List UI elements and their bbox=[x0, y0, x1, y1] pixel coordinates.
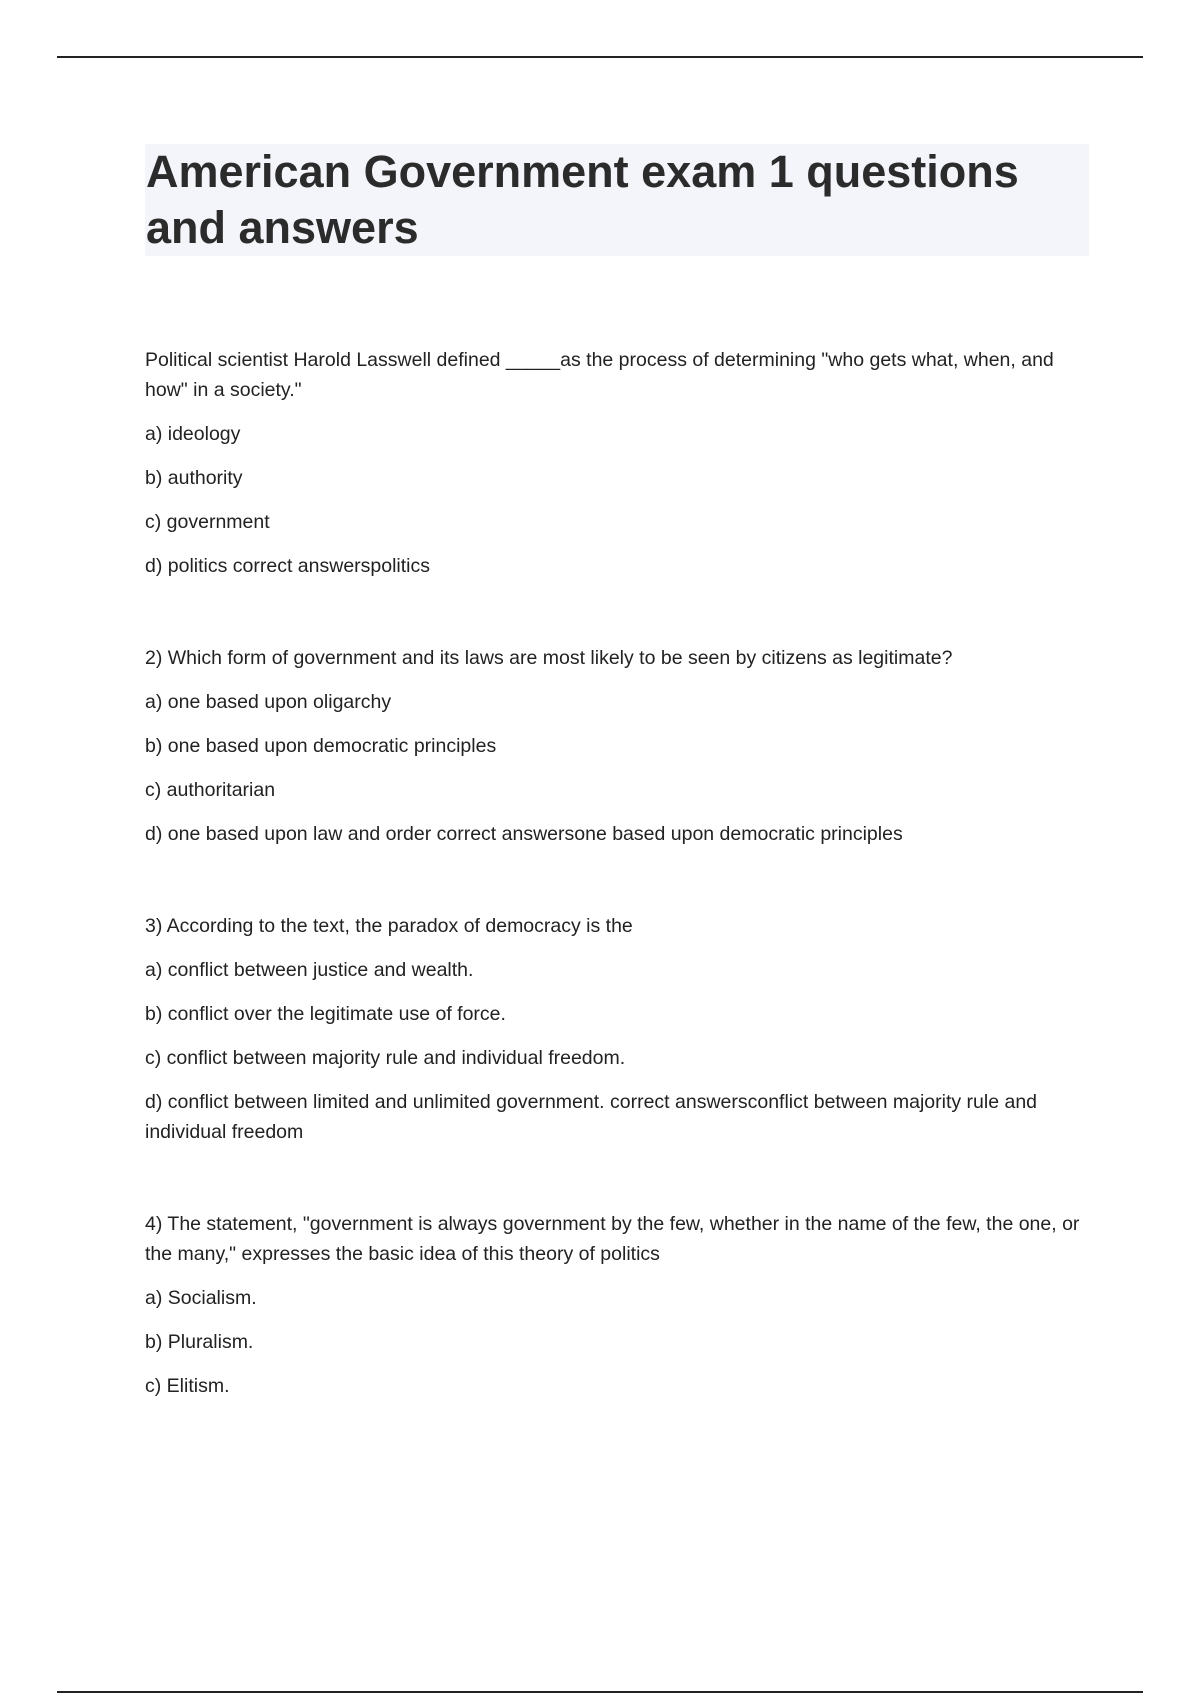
question-3 bbox=[145, 911, 1085, 1147]
answer-option: c) Elitism. bbox=[145, 1375, 230, 1397]
top-rule bbox=[57, 56, 1143, 58]
question-text: 4) The statement, "government is always government by the few, whether in the name of the few, the one, or the many," expresses the basic idea of this theory of politics bbox=[145, 1213, 1080, 1265]
bottom-rule bbox=[57, 1691, 1143, 1693]
answer-option: a) conflict between justice and wealth. bbox=[145, 959, 474, 981]
question-spacer bbox=[145, 863, 1085, 911]
question-spacer bbox=[145, 595, 1085, 643]
answer-option: b) Pluralism. bbox=[145, 1331, 254, 1353]
answer-option: c) authoritarian bbox=[145, 779, 276, 801]
question-spacer bbox=[145, 1161, 1085, 1209]
title-block bbox=[145, 144, 1089, 256]
answer-option: a) ideology bbox=[145, 423, 241, 445]
question-2 bbox=[145, 643, 1085, 849]
answer-option: c) government bbox=[145, 511, 270, 533]
question-list bbox=[145, 345, 1085, 1415]
answer-option: d) politics correct answerspolitics bbox=[145, 555, 431, 577]
answer-option: b) conflict over the legitimate use of force. bbox=[145, 1003, 506, 1025]
answer-option: a) one based upon oligarchy bbox=[145, 691, 392, 713]
question-1 bbox=[145, 345, 1085, 581]
question-text: Political scientist Harold Lasswell defined _____as the process of determining "who gets what, when, and how" in a society." bbox=[145, 349, 1054, 401]
question-text: 3) According to the text, the paradox of democracy is the bbox=[145, 915, 633, 937]
answer-option: b) authority bbox=[145, 467, 243, 489]
answer-option: a) Socialism. bbox=[145, 1287, 257, 1309]
question-4 bbox=[145, 1209, 1085, 1401]
document-title: American Government exam 1 questions and answers bbox=[146, 146, 1019, 253]
answer-option: d) conflict between limited and unlimited government. correct answersconflict between majority rule and individual freedom bbox=[145, 1091, 1038, 1143]
answer-option: b) one based upon democratic principles bbox=[145, 735, 497, 757]
answer-option: d) one based upon law and order correct answersone based upon democratic principles bbox=[145, 823, 903, 845]
question-text: 2) Which form of government and its laws are most likely to be seen by citizens as legitimate? bbox=[145, 647, 953, 669]
answer-option: c) conflict between majority rule and individual freedom. bbox=[145, 1047, 626, 1069]
